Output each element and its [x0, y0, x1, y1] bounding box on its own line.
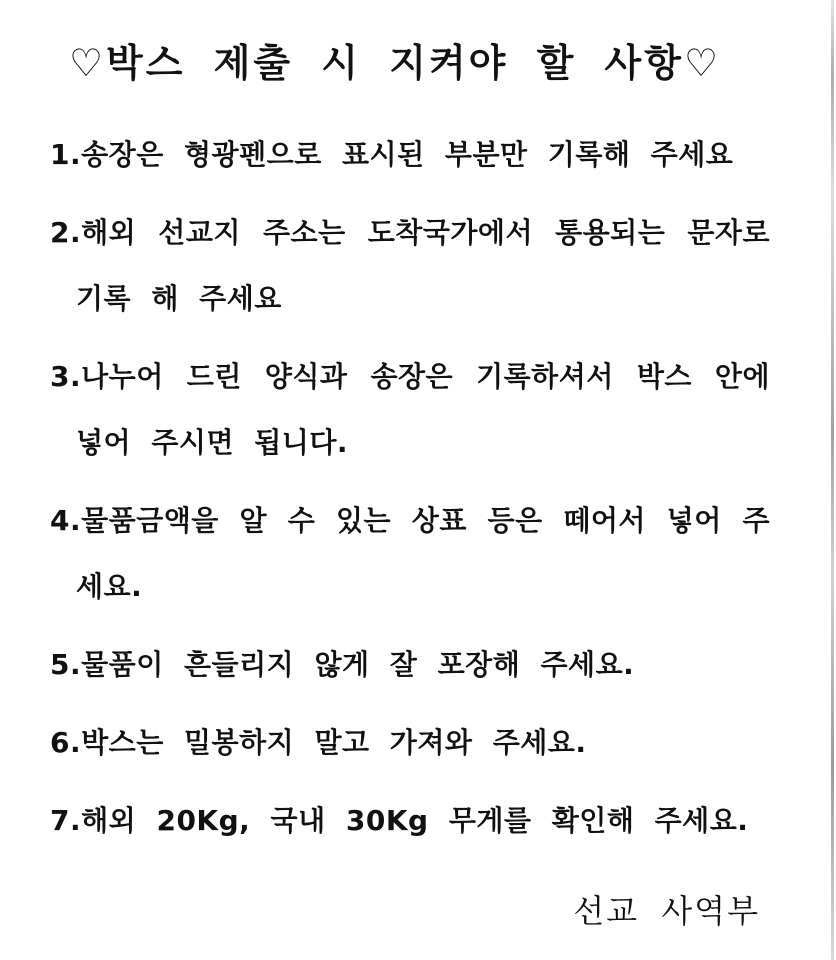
list-item: 5.물품이 흔들리지 않게 잘 포장해 주세요. [50, 648, 635, 681]
signature: 선교 사역부 [573, 892, 760, 930]
list-item: 3.나누어 드린 양식과 송장은 기록하셔서 박스 안에 넣어 주시면 됩니다. [50, 360, 770, 459]
list-item: 4.물품금액을 알 수 있는 상표 등은 떼어서 넣어 주세요. [50, 504, 770, 603]
list-item: 1.송장은 형광펜으로 표시된 부분만 기록해 주세요 [50, 138, 734, 171]
list-item: 7.해외 20Kg, 국내 30Kg 무게를 확인해 주세요. [50, 804, 749, 837]
list-item: 6.박스는 밀봉하지 말고 가져와 주세요. [50, 726, 587, 759]
list-item: 2.해외 선교지 주소는 도착국가에서 통용되는 문자로 기록 해 주세요 [50, 216, 770, 315]
notice-list [50, 122, 770, 866]
notice-title: ♡박스 제출 시 지켜야 할 사항♡ [68, 41, 722, 85]
scan-edge [831, 0, 834, 960]
